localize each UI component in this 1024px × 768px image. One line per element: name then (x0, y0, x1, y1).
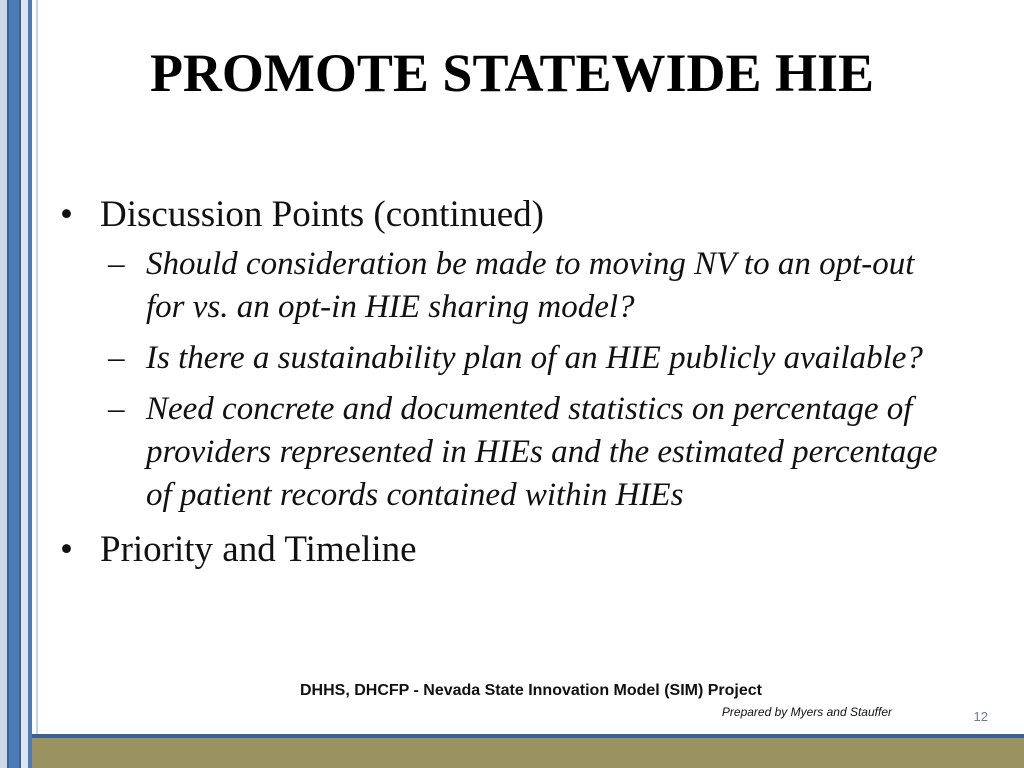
bullet-text: Priority and Timeline (100, 529, 417, 570)
bottom-decor-bar-olive (32, 738, 1024, 768)
sub-bullet-opt-out (60, 243, 960, 329)
bullet-text: Discussion Points (continued) (100, 194, 544, 235)
bullet-marker: • (60, 529, 73, 570)
sub-bullet-sustainability (60, 337, 960, 380)
left-decor-bar-blue-thin (28, 0, 32, 768)
footer-project-title: DHHS, DHCFP - Nevada State Innovation Model (SIM) Project (300, 682, 762, 699)
slide-content (60, 190, 960, 575)
dash-marker: – (108, 246, 125, 282)
bullet-priority-timeline (60, 525, 960, 575)
sub-bullet-text: Is there a sustainability plan of an HIE publicly available? (146, 340, 923, 376)
sub-bullet-list (60, 243, 960, 517)
sub-bullet-statistics (60, 388, 960, 517)
left-decor-bar-light (0, 0, 7, 768)
sub-bullet-text: Should consideration be made to moving NV to an opt-out for vs. an opt-in HIE sharing model? (146, 246, 915, 325)
bullet-marker: • (60, 194, 73, 235)
slide-title: PROMOTE STATEWIDE HIE (149, 43, 875, 103)
footer-prepared-by: Prepared by Myers and Stauffer (721, 705, 892, 719)
left-decor-line (36, 0, 38, 740)
left-decor-bar-blue (7, 0, 21, 768)
dash-marker: – (108, 391, 125, 427)
bullet-discussion-points (60, 190, 960, 240)
sub-bullet-text: Need concrete and documented statistics on percentage of providers represented in HIEs and the estimated percentage of patient records contained within HIEs (146, 391, 938, 513)
dash-marker: – (108, 340, 125, 376)
page-number: 12 (973, 709, 988, 724)
left-decor-bar-pale (21, 0, 28, 768)
